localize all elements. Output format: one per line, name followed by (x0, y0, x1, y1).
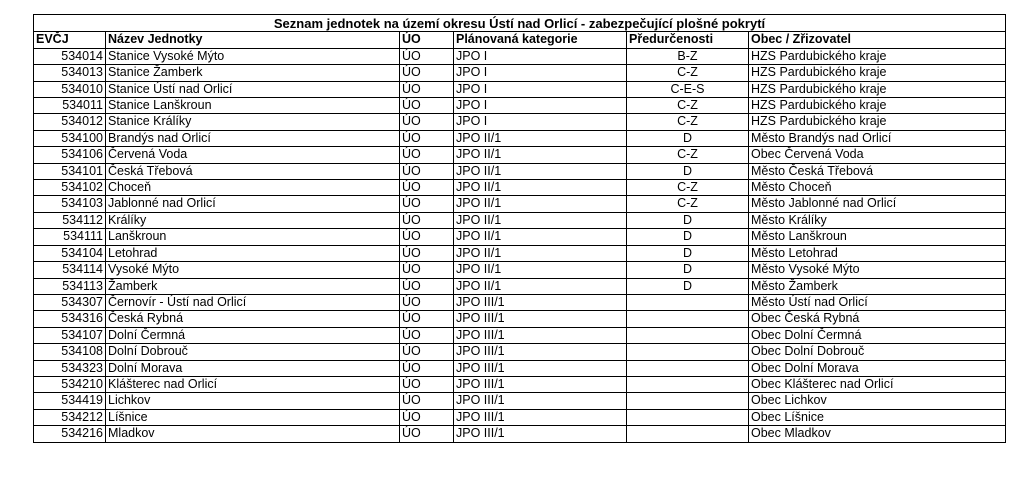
table-row (34, 130, 1006, 146)
cell-category[interactable]: JPO II/1 (454, 245, 627, 261)
cell-name[interactable]: Dolní Morava (106, 360, 400, 376)
cell-name[interactable]: Králíky (106, 212, 400, 228)
cell-name[interactable]: Choceň (106, 180, 400, 196)
cell-obec[interactable]: HZS Pardubického kraje (749, 98, 1006, 114)
cell-obec[interactable]: HZS Pardubického kraje (749, 114, 1006, 130)
cell-category[interactable]: JPO III/1 (454, 294, 627, 310)
cell-uo[interactable]: ÚO (400, 196, 454, 212)
cell-name[interactable]: Česká Rybná (106, 311, 400, 327)
cell-evcj[interactable]: 534102 (34, 180, 106, 196)
cell-evcj[interactable]: 534100 (34, 130, 106, 146)
cell-uo[interactable]: ÚO (400, 294, 454, 310)
cell-obec[interactable]: Město Žamberk (749, 278, 1006, 294)
table-row (34, 327, 1006, 343)
cell-uo[interactable]: ÚO (400, 245, 454, 261)
cell-name[interactable]: Červená Voda (106, 147, 400, 163)
cell-uo[interactable]: ÚO (400, 229, 454, 245)
cell-category[interactable]: JPO III/1 (454, 344, 627, 360)
cell-uo[interactable]: ÚO (400, 147, 454, 163)
cell-uo[interactable]: ÚO (400, 426, 454, 442)
cell-predurcenost[interactable]: D (627, 163, 749, 179)
table-row (34, 426, 1006, 442)
cell-evcj[interactable]: 534010 (34, 81, 106, 97)
cell-obec[interactable]: Město Brandýs nad Orlicí (749, 130, 1006, 146)
cell-predurcenost[interactable]: C-Z (627, 180, 749, 196)
cell-name[interactable]: Stanice Lanškroun (106, 98, 400, 114)
cell-predurcenost[interactable] (627, 426, 749, 442)
cell-predurcenost[interactable] (627, 344, 749, 360)
cell-category[interactable]: JPO I (454, 81, 627, 97)
cell-predurcenost[interactable]: D (627, 229, 749, 245)
cell-obec[interactable]: Město Lanškroun (749, 229, 1006, 245)
table-row (34, 409, 1006, 425)
cell-uo[interactable]: ÚO (400, 327, 454, 343)
cell-uo[interactable]: ÚO (400, 48, 454, 64)
cell-evcj[interactable]: 534104 (34, 245, 106, 261)
cell-uo[interactable]: ÚO (400, 180, 454, 196)
cell-uo[interactable]: ÚO (400, 409, 454, 425)
cell-evcj[interactable]: 534112 (34, 212, 106, 228)
table-row (34, 196, 1006, 212)
cell-name[interactable]: Stanice Ústí nad Orlicí (106, 81, 400, 97)
cell-uo[interactable]: ÚO (400, 163, 454, 179)
cell-predurcenost[interactable]: D (627, 130, 749, 146)
header-uo[interactable]: ÚO (400, 32, 454, 48)
cell-category[interactable]: JPO III/1 (454, 360, 627, 376)
table-row (34, 360, 1006, 376)
cell-evcj[interactable]: 534103 (34, 196, 106, 212)
cell-uo[interactable]: ÚO (400, 114, 454, 130)
cell-category[interactable]: JPO III/1 (454, 393, 627, 409)
cell-evcj[interactable]: 534212 (34, 409, 106, 425)
cell-name[interactable]: Líšnice (106, 409, 400, 425)
cell-obec[interactable]: Obec Červená Voda (749, 147, 1006, 163)
cell-obec[interactable]: Obec Dolní Čermná (749, 327, 1006, 343)
table-row (34, 98, 1006, 114)
table-row (34, 114, 1006, 130)
cell-obec[interactable]: Obec Mladkov (749, 426, 1006, 442)
cell-predurcenost[interactable]: D (627, 262, 749, 278)
cell-category[interactable]: JPO II/1 (454, 212, 627, 228)
cell-predurcenost[interactable] (627, 376, 749, 392)
cell-category[interactable]: JPO III/1 (454, 376, 627, 392)
cell-predurcenost[interactable]: D (627, 212, 749, 228)
cell-uo[interactable]: ÚO (400, 130, 454, 146)
cell-evcj[interactable]: 534106 (34, 147, 106, 163)
cell-uo[interactable]: ÚO (400, 278, 454, 294)
cell-evcj[interactable]: 534307 (34, 294, 106, 310)
cell-category[interactable]: JPO II/1 (454, 147, 627, 163)
table-row (34, 278, 1006, 294)
table-row (34, 344, 1006, 360)
table-row (34, 245, 1006, 261)
cell-name[interactable]: Jablonné nad Orlicí (106, 196, 400, 212)
cell-obec[interactable]: Město Vysoké Mýto (749, 262, 1006, 278)
header-predurcenost[interactable]: Předurčenosti (627, 32, 749, 48)
cell-category[interactable]: JPO II/1 (454, 163, 627, 179)
cell-obec[interactable]: HZS Pardubického kraje (749, 81, 1006, 97)
header-category[interactable]: Plánovaná kategorie (454, 32, 627, 48)
cell-evcj[interactable]: 534216 (34, 426, 106, 442)
cell-uo[interactable]: ÚO (400, 344, 454, 360)
cell-category[interactable]: JPO III/1 (454, 409, 627, 425)
cell-category[interactable]: JPO II/1 (454, 278, 627, 294)
table-row (34, 376, 1006, 392)
cell-uo[interactable]: ÚO (400, 393, 454, 409)
cell-predurcenost[interactable] (627, 294, 749, 310)
table-row (34, 393, 1006, 409)
cell-name[interactable]: Brandýs nad Orlicí (106, 130, 400, 146)
table-body (34, 48, 1006, 442)
cell-evcj[interactable]: 534013 (34, 65, 106, 81)
cell-name[interactable]: Černovír - Ústí nad Orlicí (106, 294, 400, 310)
cell-obec[interactable]: Obec Lichkov (749, 393, 1006, 409)
cell-predurcenost[interactable]: C-Z (627, 114, 749, 130)
cell-name[interactable]: Žamberk (106, 278, 400, 294)
cell-predurcenost[interactable] (627, 327, 749, 343)
cell-name[interactable]: Letohrad (106, 245, 400, 261)
cell-predurcenost[interactable]: C-Z (627, 65, 749, 81)
table-row (34, 147, 1006, 163)
cell-name[interactable]: Mladkov (106, 426, 400, 442)
cell-uo[interactable]: ÚO (400, 81, 454, 97)
cell-obec[interactable]: Obec Česká Rybná (749, 311, 1006, 327)
cell-name[interactable]: Lanškroun (106, 229, 400, 245)
cell-name[interactable]: Dolní Dobrouč (106, 344, 400, 360)
cell-obec[interactable]: Město Ústí nad Orlicí (749, 294, 1006, 310)
cell-category[interactable]: JPO I (454, 48, 627, 64)
cell-evcj[interactable]: 534210 (34, 376, 106, 392)
table-row (34, 180, 1006, 196)
cell-evcj[interactable]: 534114 (34, 262, 106, 278)
cell-name[interactable]: Vysoké Mýto (106, 262, 400, 278)
cell-predurcenost[interactable]: C-Z (627, 98, 749, 114)
cell-obec[interactable]: Město Králíky (749, 212, 1006, 228)
cell-category[interactable]: JPO I (454, 114, 627, 130)
cell-predurcenost[interactable]: D (627, 245, 749, 261)
cell-uo[interactable]: ÚO (400, 376, 454, 392)
cell-category[interactable]: JPO II/1 (454, 180, 627, 196)
cell-category[interactable]: JPO II/1 (454, 130, 627, 146)
cell-predurcenost[interactable] (627, 311, 749, 327)
cell-category[interactable]: JPO III/1 (454, 327, 627, 343)
cell-name[interactable]: Česká Třebová (106, 163, 400, 179)
cell-obec[interactable]: HZS Pardubického kraje (749, 65, 1006, 81)
cell-name[interactable]: Stanice Žamberk (106, 65, 400, 81)
cell-evcj[interactable]: 534316 (34, 311, 106, 327)
cell-obec[interactable]: HZS Pardubického kraje (749, 48, 1006, 64)
cell-evcj[interactable]: 534113 (34, 278, 106, 294)
cell-uo[interactable]: ÚO (400, 360, 454, 376)
header-name[interactable]: Název Jednotky (106, 32, 400, 48)
cell-obec[interactable]: Obec Klášterec nad Orlicí (749, 376, 1006, 392)
cell-name[interactable]: Stanice Králíky (106, 114, 400, 130)
header-obec[interactable]: Obec / Zřizovatel (749, 32, 1006, 48)
cell-category[interactable]: JPO II/1 (454, 229, 627, 245)
cell-evcj[interactable]: 534011 (34, 98, 106, 114)
cell-evcj[interactable]: 534107 (34, 327, 106, 343)
cell-obec[interactable]: Město Česká Třebová (749, 163, 1006, 179)
table-row (34, 163, 1006, 179)
spreadsheet-sheet (33, 14, 1005, 443)
cell-predurcenost[interactable]: B-Z (627, 48, 749, 64)
table-row (34, 212, 1006, 228)
cell-name[interactable]: Lichkov (106, 393, 400, 409)
cell-category[interactable]: JPO III/1 (454, 426, 627, 442)
cell-obec[interactable]: Město Jablonné nad Orlicí (749, 196, 1006, 212)
cell-evcj[interactable]: 534419 (34, 393, 106, 409)
cell-category[interactable]: JPO III/1 (454, 311, 627, 327)
cell-predurcenost[interactable] (627, 393, 749, 409)
units-table (33, 14, 1006, 443)
header-evcj[interactable]: EVČJ (34, 32, 106, 48)
cell-name[interactable]: Klášterec nad Orlicí (106, 376, 400, 392)
cell-obec[interactable]: Obec Líšnice (749, 409, 1006, 425)
cell-predurcenost[interactable]: C-Z (627, 147, 749, 163)
cell-uo[interactable]: ÚO (400, 212, 454, 228)
header-row (34, 32, 1006, 48)
cell-evcj[interactable]: 534014 (34, 48, 106, 64)
table-row (34, 262, 1006, 278)
cell-predurcenost[interactable] (627, 360, 749, 376)
table-row (34, 48, 1006, 64)
cell-obec[interactable]: Město Choceň (749, 180, 1006, 196)
cell-uo[interactable]: ÚO (400, 98, 454, 114)
cell-evcj[interactable]: 534111 (34, 229, 106, 245)
cell-uo[interactable]: ÚO (400, 262, 454, 278)
cell-uo[interactable]: ÚO (400, 65, 454, 81)
cell-obec[interactable]: Město Letohrad (749, 245, 1006, 261)
title-row (34, 15, 1006, 32)
table-row (34, 311, 1006, 327)
cell-evcj[interactable]: 534101 (34, 163, 106, 179)
cell-category[interactable]: JPO II/1 (454, 262, 627, 278)
table-row (34, 229, 1006, 245)
table-row (34, 294, 1006, 310)
cell-evcj[interactable]: 534012 (34, 114, 106, 130)
cell-evcj[interactable]: 534323 (34, 360, 106, 376)
cell-predurcenost[interactable]: D (627, 278, 749, 294)
table-row (34, 65, 1006, 81)
cell-obec[interactable]: Obec Dolní Morava (749, 360, 1006, 376)
cell-uo[interactable]: ÚO (400, 311, 454, 327)
cell-category[interactable]: JPO I (454, 65, 627, 81)
cell-category[interactable]: JPO II/1 (454, 196, 627, 212)
cell-predurcenost[interactable]: C-Z (627, 196, 749, 212)
table-row (34, 81, 1006, 97)
cell-name[interactable]: Stanice Vysoké Mýto (106, 48, 400, 64)
cell-predurcenost[interactable]: C-E-S (627, 81, 749, 97)
cell-predurcenost[interactable] (627, 409, 749, 425)
cell-category[interactable]: JPO I (454, 98, 627, 114)
cell-evcj[interactable]: 534108 (34, 344, 106, 360)
table-title[interactable]: Seznam jednotek na území okresu Ústí nad Orlicí - zabezpečující plošné pokrytí (34, 15, 1006, 32)
cell-obec[interactable]: Obec Dolní Dobrouč (749, 344, 1006, 360)
cell-name[interactable]: Dolní Čermná (106, 327, 400, 343)
